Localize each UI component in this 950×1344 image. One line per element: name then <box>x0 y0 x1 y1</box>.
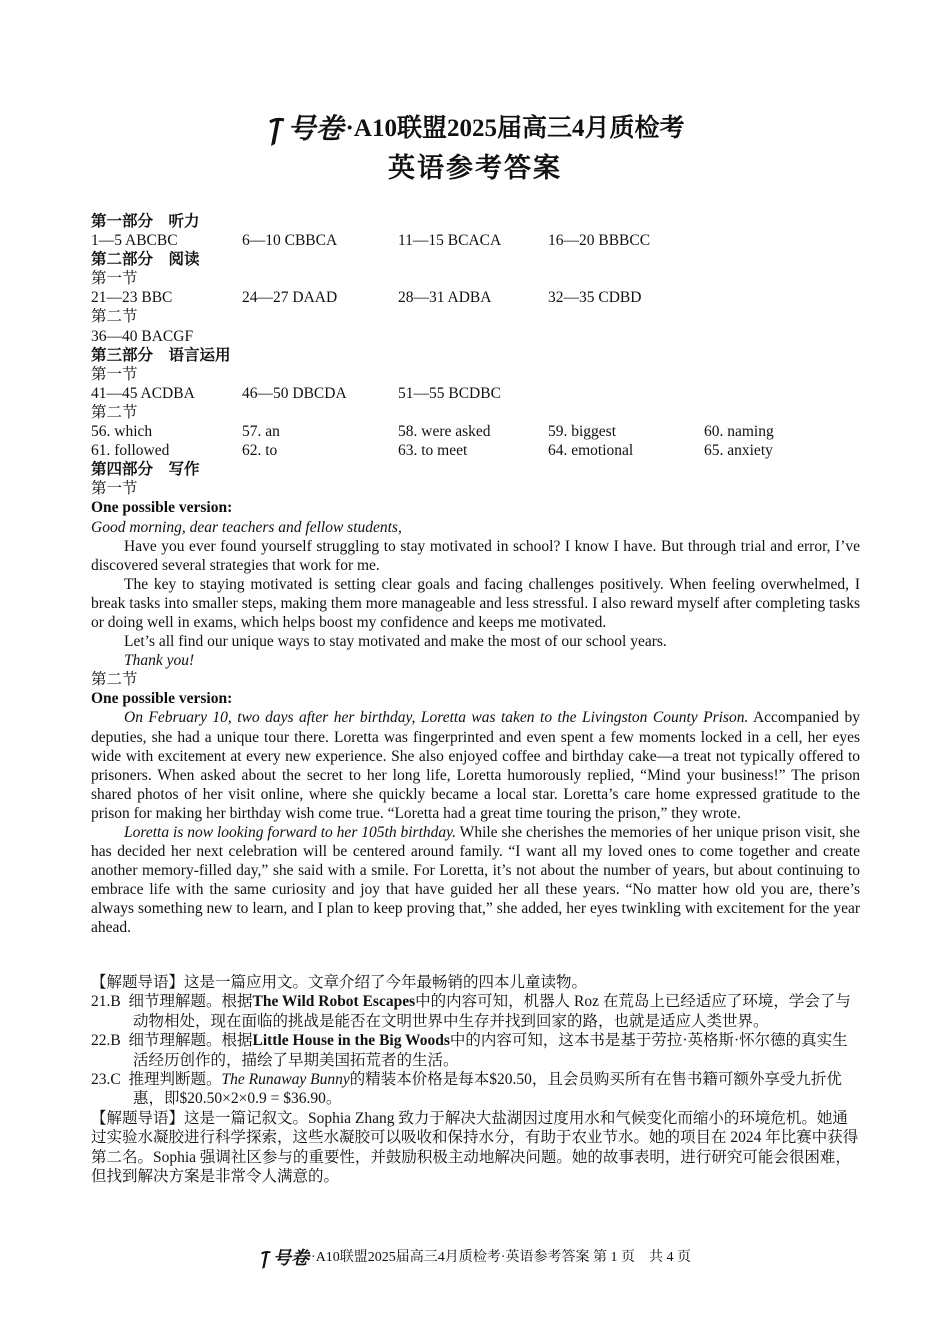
cloze-answers-row1 <box>91 422 860 441</box>
question-number: 21.B <box>91 993 121 1011</box>
part4-heading: 第四部分 写作 <box>91 461 200 479</box>
answer-group: 51—55 BCDBC <box>398 384 501 402</box>
cloze-answer: 64. emotional <box>548 442 634 460</box>
book-title: The Runaway Bunny <box>221 1071 350 1089</box>
section-label: 第二节 <box>91 403 138 421</box>
answer-group: 6—10 CBBCA <box>242 232 338 250</box>
cloze-answer: 60. naming <box>704 423 774 441</box>
part1-answers <box>91 231 860 250</box>
paragraph-body: While she cherishes the memories of her unique prison visit, she has decided her next celebration will be centered around family. “I want all my loved ones to come together and create another memory-filled day,” she said with a smile. For Loretta, it’s not about the number of years, but about continuing to embrace life with the same curiosity and joy that have guided her all these years. “No matter how old you are, there’s always something new to learn, and I plan to keep proving that,” she added, her eyes twinkling with excitement for the year ahead. <box>91 824 861 937</box>
analysis-text: 中的内容可知，这本书是基于劳拉·英格斯·怀尔德的真实生活经历创作的，描绘了早期美国拓荒者的生活。 <box>133 1032 848 1069</box>
cloze-answer: 59. biggest <box>548 423 617 441</box>
footer-text: ·A10联盟2025届高三4月质检考·英语参考答案 第 1 页 共 4 页 <box>311 1250 691 1266</box>
part2-heading: 第二部分 阅读 <box>91 251 200 269</box>
logo-text: 号卷 <box>273 1248 310 1268</box>
essay-greeting: Good morning, dear teachers and fellow students, <box>91 518 402 536</box>
answer-group: 46—50 DBCDA <box>242 384 347 402</box>
part3-heading: 第三部分 语言运用 <box>91 346 231 364</box>
cloze-answer: 56. which <box>91 423 153 441</box>
answer-group: 16—20 BBBCC <box>548 232 651 250</box>
question-number: 22.B <box>91 1032 121 1050</box>
answer-group: 11—15 BCACA <box>398 232 502 250</box>
question-number: 23.C <box>91 1071 121 1089</box>
section-label: 第一节 <box>91 270 138 288</box>
cloze-answer: 61. followed <box>91 442 170 460</box>
version-label: One possible version: <box>91 690 233 708</box>
book-title: The Wild Robot Escapes <box>252 993 416 1011</box>
analysis-text: 中的内容可知，机器人 Roz 在荒岛上已经适应了环境，学会了与动物相处，现在面临的挑战是能否在文明世界中生存并找到回家的路，也就是适应人类世界。 <box>133 993 851 1030</box>
answer-content <box>91 212 860 938</box>
question-analysis <box>91 992 860 1031</box>
logo-text: 号卷 <box>287 114 344 146</box>
answer-group: 21—23 BBC <box>91 289 173 307</box>
cloze-answer: 65. anxiety <box>704 442 773 460</box>
answer-group: 32—35 CDBD <box>548 289 642 307</box>
analysis-section <box>91 973 860 1186</box>
document-title <box>0 110 950 149</box>
version-label: One possible version: <box>91 499 233 517</box>
part3-answers <box>91 384 860 403</box>
analysis-text: 细节理解题。根据 <box>128 993 253 1011</box>
section-label: 第一节 <box>91 480 138 498</box>
section-label: 第一节 <box>91 365 138 383</box>
essay-paragraph: Let’s all find our unique ways to stay motivated and make the most of our school years. <box>124 633 667 651</box>
page-footer <box>0 1243 950 1273</box>
essay-closing: Thank you! <box>124 652 195 670</box>
section-label: 第二节 <box>91 671 138 689</box>
book-title: Little House in the Big Woods <box>252 1032 450 1050</box>
cloze-answer: 58. were asked <box>398 423 491 441</box>
analysis-text: 推理判断题。 <box>128 1071 222 1089</box>
part2-answers <box>91 288 860 307</box>
essay-paragraph: Have you ever found yourself struggling to stay motivated in school? I know I have. But through trial and error, I’ve discovered several strategies that work for me. <box>91 537 860 574</box>
cloze-answer: 62. to <box>242 442 278 460</box>
answer-group: 28—31 ADBA <box>398 289 492 307</box>
brush-stroke-icon <box>266 116 288 148</box>
reading-guide: 【解题导语】这是一篇记叙文。Sophia Zhang 致力于解决大盐湖因过度用水和气候变化而缩小的环境危机。她通过实验水凝胶进行科学探索，这些水凝胶可以吸收和保持水分，有助于农业节水。她的项目在 2024 年比赛中获得第二名。Sophia 强调社区参与的重要性，并鼓励积极主动地解决问题。她的故事表明，进行研究可能会很困难，但找到解决方案是非常令人满意的。 <box>91 1109 859 1186</box>
section-label: 第二节 <box>91 308 138 326</box>
analysis-text: 的精装本价格是每本$20.50，且会员购买所有在售书籍可额外享受九折优惠，即$20.50×2×0.9 = $36.90。 <box>133 1071 842 1108</box>
document-subtitle: 英语参考答案 <box>388 153 562 183</box>
continuation-paragraph <box>91 823 860 938</box>
reading-guide: 【解题导语】这是一篇应用文。文章介绍了今年最畅销的四本儿童读物。 <box>91 974 588 991</box>
part2-answers-2 <box>91 327 860 346</box>
title-text: ·A10联盟2025届高三4月质检考 <box>345 115 685 142</box>
answer-group: 36—40 BACGF <box>91 327 194 345</box>
paragraph-lead: On February 10, two days after her birthday, Loretta was taken to the Livingston County Prison. <box>124 709 749 727</box>
question-analysis <box>91 1031 860 1070</box>
cloze-answer: 57. an <box>242 423 280 441</box>
answer-group: 24—27 DAAD <box>242 289 338 307</box>
cloze-answers-row2 <box>91 441 860 460</box>
essay-paragraph: The key to staying motivated is setting clear goals and facing challenges positively. When feeling overwhelmed, I break tasks into smaller steps, making them more manageable and less stressful. I also reward myself after completing tasks or doing well in exams, which helps boost my confidence and keeps me motivated. <box>91 575 860 631</box>
brush-stroke-icon <box>259 1249 273 1271</box>
cloze-answer: 63. to meet <box>398 442 468 460</box>
question-analysis <box>91 1070 860 1109</box>
paragraph-lead: Loretta is now looking forward to her 105th birthday. <box>124 824 457 841</box>
answer-group: 1—5 ABCBC <box>91 232 178 250</box>
answer-group: 41—45 ACDBA <box>91 384 195 402</box>
footer-logo <box>259 1243 309 1273</box>
continuation-paragraph <box>91 708 860 823</box>
brand-logo <box>266 111 344 149</box>
paragraph-body: Accompanied by deputies, she had a unique tour there. Loretta was fingerprinted and even spent a few moments locked in a cell, her eyes wide with excitement at every new experience. She also enjoyed coffee and birthday cake—a treat not typically offered to prisoners. When asked about the secret to her long life, Loretta humorously replied, “Mind your business!” The prison shared photos of her visit online, where she quickly became a local star. Loretta’s care home expressed gratitude to the prison for making her birthday wish come true. “Loretta had a great time touring the prison,” they wrote. <box>91 709 860 822</box>
analysis-text: 细节理解题。根据 <box>128 1032 253 1050</box>
part1-heading: 第一部分 听力 <box>91 213 200 230</box>
